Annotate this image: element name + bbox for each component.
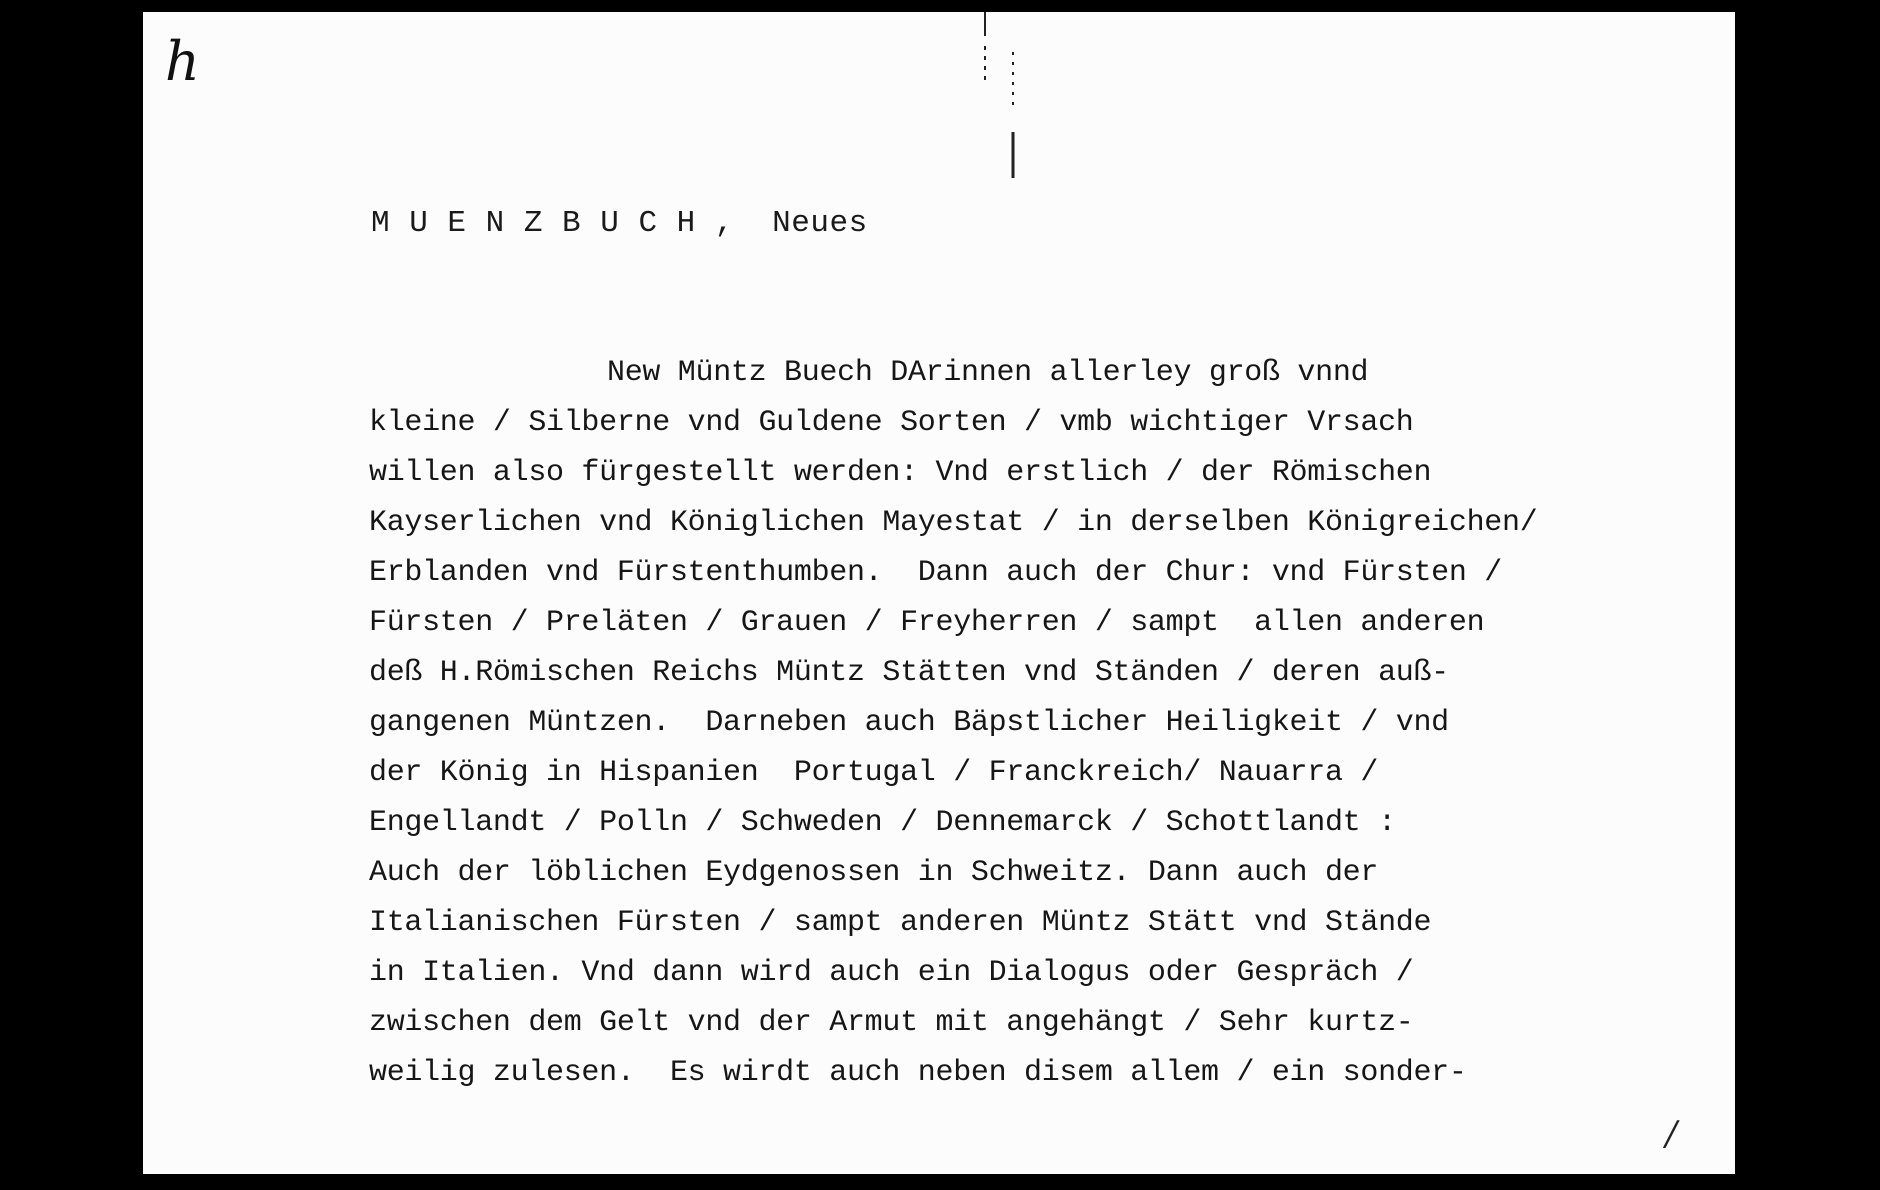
text-line: Italianischen Fürsten / sampt anderen Müntz Stätt vnd Stände — [369, 906, 1432, 940]
fold-marks — [973, 12, 1033, 192]
text-line: Kayserlichen vnd Königlichen Mayestat / in derselben Königreichen/ — [369, 506, 1538, 540]
text-line: willen also fürgestellt werden: Vnd erstlich / der Römischen — [369, 456, 1432, 490]
handwritten-page-mark: / — [1665, 1114, 1677, 1154]
text-line: der König in Hispanien Portugal / Franckreich/ Nauarra / — [369, 756, 1379, 790]
text-line: in Italien. Vnd dann wird auch ein Dialogus oder Gespräch / — [369, 956, 1414, 990]
text-line: New Müntz Buech DArinnen allerley groß vnnd — [607, 356, 1369, 390]
body-text — [369, 348, 1729, 1098]
text-line: zwischen dem Gelt vnd der Armut mit angehängt / Sehr kurtz- — [369, 1006, 1414, 1040]
text-line: deß H.Römischen Reichs Müntz Stätten vnd Ständen / deren auß- — [369, 656, 1449, 690]
text-line: kleine / Silberne vnd Guldene Sorten / vmb wichtiger Vrsach — [369, 406, 1414, 440]
document-page — [143, 12, 1735, 1174]
text-line: gangenen Müntzen. Darneben auch Bäpstlicher Heiligkeit / vnd — [369, 706, 1449, 740]
text-line: Engellandt / Polln / Schweden / Dennemarck / Schottlandt : — [369, 806, 1396, 840]
text-line: Erblanden vnd Fürstenthumben. Dann auch der Chur: vnd Fürsten / — [369, 556, 1502, 590]
handwritten-corner-mark: h — [165, 30, 200, 93]
text-line: Auch der löblichen Eydgenossen in Schweitz. Dann auch der — [369, 856, 1379, 890]
page-title: M U E N Z B U C H , Neues — [371, 206, 868, 241]
text-line: Fürsten / Preläten / Grauen / Freyherren / sampt allen anderen — [369, 606, 1485, 640]
text-line: weilig zulesen. Es wirdt auch neben disem allem / ein sonder- — [369, 1056, 1467, 1090]
